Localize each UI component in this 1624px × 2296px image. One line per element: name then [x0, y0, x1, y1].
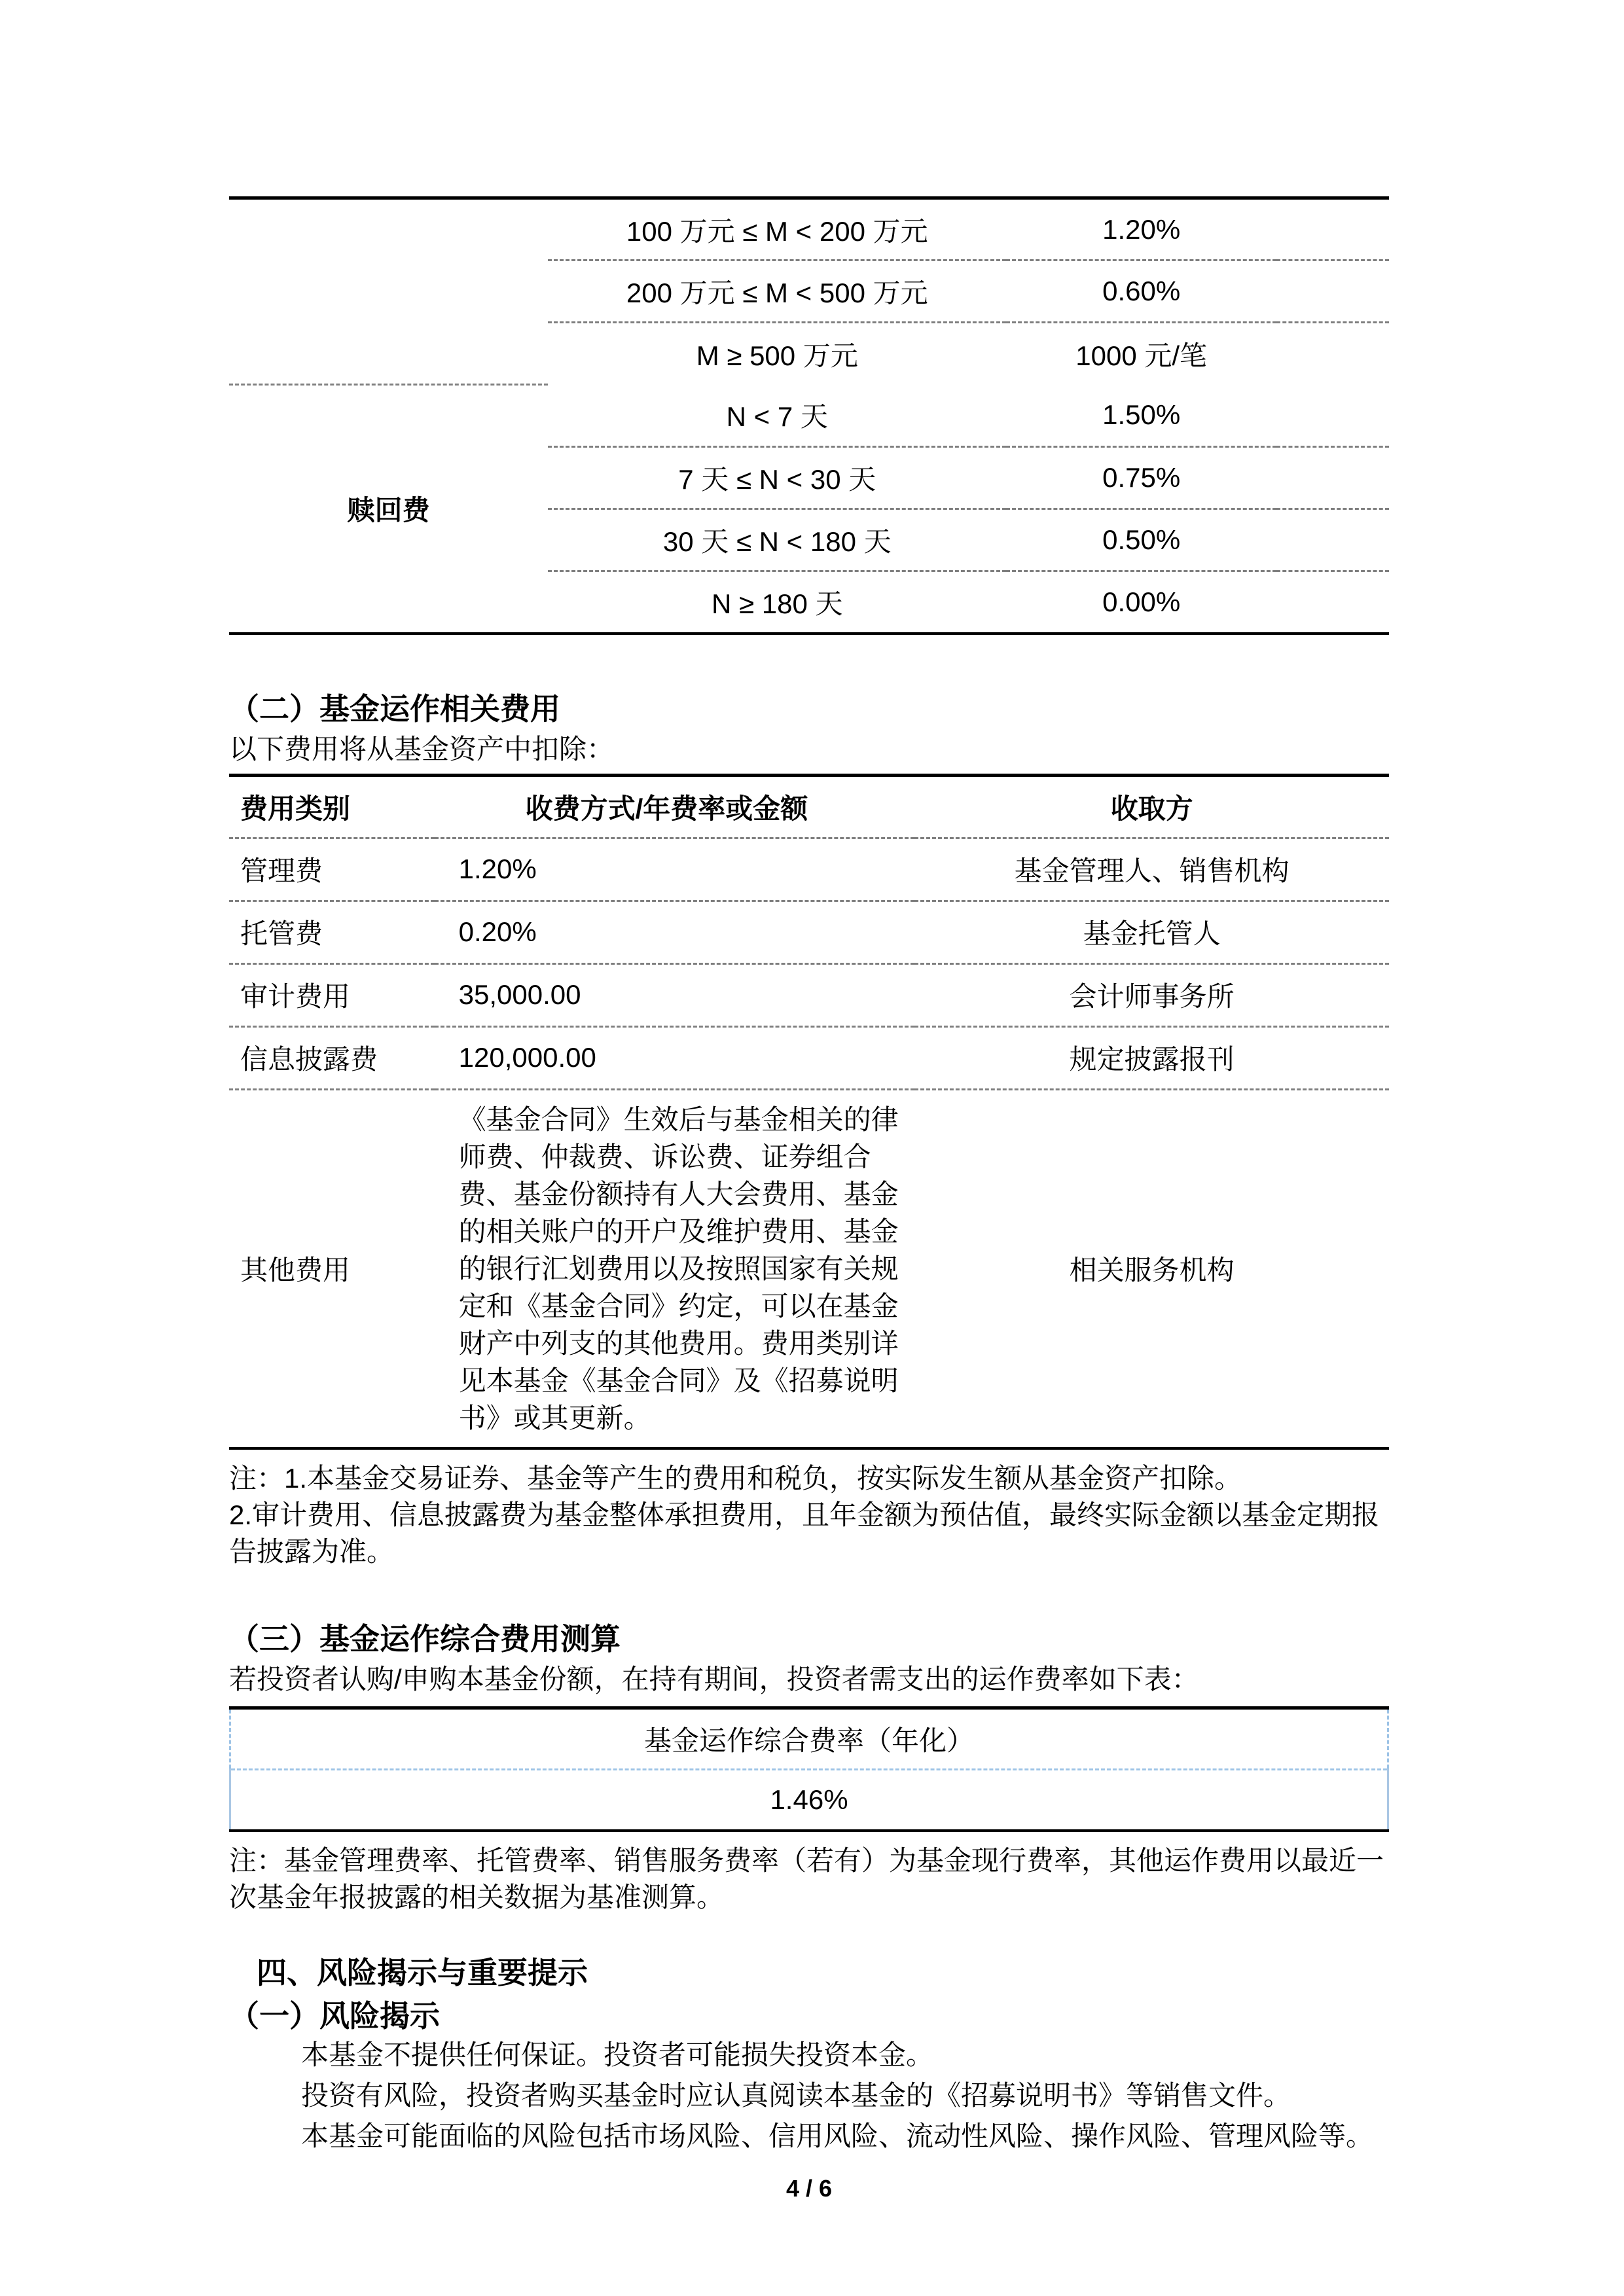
fee-category-cell: 管理费 [229, 838, 435, 901]
fee-rate-cell: 0.60% [1006, 260, 1276, 323]
operation-fee-table [229, 774, 1389, 1450]
risk-statement-line: 投资有风险，投资者购买基金时应认真阅读本基金的《招募说明书》等销售文件。 [301, 2080, 1291, 2111]
column-header-receiver: 收取方 [914, 775, 1389, 838]
fee-rate-cell: 1.50% [1006, 385, 1276, 447]
fee-receiver-cell: 基金管理人、销售机构 [914, 838, 1389, 901]
fee-method-cell [435, 1089, 915, 1448]
fee-range-cell: N ≥ 180 天 [712, 588, 843, 619]
fee-category-cell: 审计费用 [229, 963, 435, 1026]
table-row [230, 1769, 1388, 1831]
fee-rate-cell: 0.75% [1006, 447, 1276, 509]
table-header-row [230, 1708, 1388, 1769]
operation-fees-note-1: 注：1.本基金交易证券、基金等产生的费用和税负，按实际发生额从基金资产扣除。 [229, 1462, 1242, 1494]
empty-cell [1276, 323, 1389, 385]
empty-cell [1276, 571, 1389, 634]
fee-range-cell: 7 天 ≤ N < 30 天 [548, 447, 1006, 509]
fee-range-cell: N < 7 天 [548, 385, 1006, 447]
empty-cell [1276, 198, 1389, 260]
empty-cell [1276, 509, 1389, 571]
fee-range-cell: 200 万元 ≤ M < 500 万元 [548, 260, 1006, 323]
empty-cell [1276, 447, 1389, 509]
fee-receiver-cell: 规定披露报刊 [914, 1026, 1389, 1089]
fee-rate-cell: 1.20% [1006, 198, 1276, 260]
fee-rate-cell: 1000 元/笔 [1075, 340, 1208, 371]
fee-rate-cell: 0.50% [1006, 509, 1276, 571]
column-header-method: 收费方式/年费率或金额 [435, 775, 915, 838]
fee-method-cell: 1.20% [435, 838, 915, 901]
other-fees-description: 《基金合同》生效后与基金相关的律师费、仲裁费、诉讼费、证券组合费、基金份额持有人大会费用、基金的相关账户的开户及维护费用、基金的银行汇划费用以及按照国家有关规定和《基金合同》约定，可以在基金财产中列支的其他费用。费用类别详见本基金《基金合同》及《招募说明书》或其更新。 [458, 1103, 899, 1433]
fee-method-cell: 0.20% [435, 901, 915, 963]
fee-range-cell: 100 万元 ≤ M < 200 万元 [548, 198, 1006, 260]
fee-rate-cell: 0.00% [1102, 586, 1181, 617]
composite-fee-value-cell: 1.46% [230, 1769, 1388, 1831]
composite-fee-table [229, 1706, 1389, 1833]
fee-receiver-cell: 会计师事务所 [914, 963, 1389, 1026]
fee-category-cell: 信息披露费 [229, 1026, 435, 1089]
subsection-heading-risk: （一）风险揭示 [229, 1999, 440, 2033]
fee-receiver-cell: 相关服务机构 [1069, 1255, 1235, 1285]
section-heading-risk-disclosure: 四、风险揭示与重要提示 [257, 1956, 588, 1990]
operation-fees-note-2: 2.审计费用、信息披露费为基金整体承担费用，且年金额为预估值，最终实际金额以基金定期报告披露为准。 [229, 1499, 1380, 1567]
table-row [229, 198, 1389, 260]
redemption-fee-label: 赎回费 [347, 495, 430, 526]
fee-tier-table [229, 196, 1389, 635]
page-number: 4 / 6 [785, 2175, 833, 2202]
risk-statement-line: 本基金不提供任何保证。投资者可能损失投资本金。 [301, 2039, 934, 2070]
risk-statement-line: 本基金可能面临的风险包括市场风险、信用风险、流动性风险、操作风险、管理风险等。 [301, 2121, 1374, 2151]
table-row [229, 1026, 1389, 1089]
composite-fee-note: 注：基金管理费率、托管费率、销售服务费率（若有）为基金现行费率，其他运作费用以最近一次基金年报披露的相关数据为基准测算。 [229, 1845, 1384, 1912]
page-content [229, 0, 1389, 2202]
fee-category-cell: 托管费 [229, 901, 435, 963]
fee-receiver-cell: 基金托管人 [914, 901, 1389, 963]
section-heading-operation-fees: （二）基金运作相关费用 [229, 691, 560, 726]
section-heading-composite-fee: （三）基金运作综合费用测算 [229, 1621, 621, 1656]
operation-fees-intro: 以下费用将从基金资产中扣除： [229, 733, 615, 764]
composite-fee-header-cell: 基金运作综合费率（年化） [230, 1708, 1388, 1769]
table-row [229, 385, 1389, 447]
empty-category-cell [229, 198, 548, 385]
fee-method-cell: 120,000.00 [435, 1026, 915, 1089]
table-row [229, 1089, 1389, 1448]
table-row [229, 963, 1389, 1026]
fee-range-cell: M ≥ 500 万元 [696, 340, 858, 371]
column-header-category: 费用类别 [229, 775, 435, 838]
composite-fee-intro: 若投资者认购/申购本基金份额，在持有期间，投资者需支出的运作费率如下表： [229, 1663, 1199, 1695]
empty-cell [1276, 385, 1389, 447]
table-header-row [229, 775, 1389, 838]
empty-cell [1276, 260, 1389, 323]
fee-method-cell: 35,000.00 [435, 963, 915, 1026]
fee-range-cell: 30 天 ≤ N < 180 天 [548, 509, 1006, 571]
table-row [229, 901, 1389, 963]
table-row [229, 838, 1389, 901]
fee-category-cell: 其他费用 [240, 1255, 351, 1285]
